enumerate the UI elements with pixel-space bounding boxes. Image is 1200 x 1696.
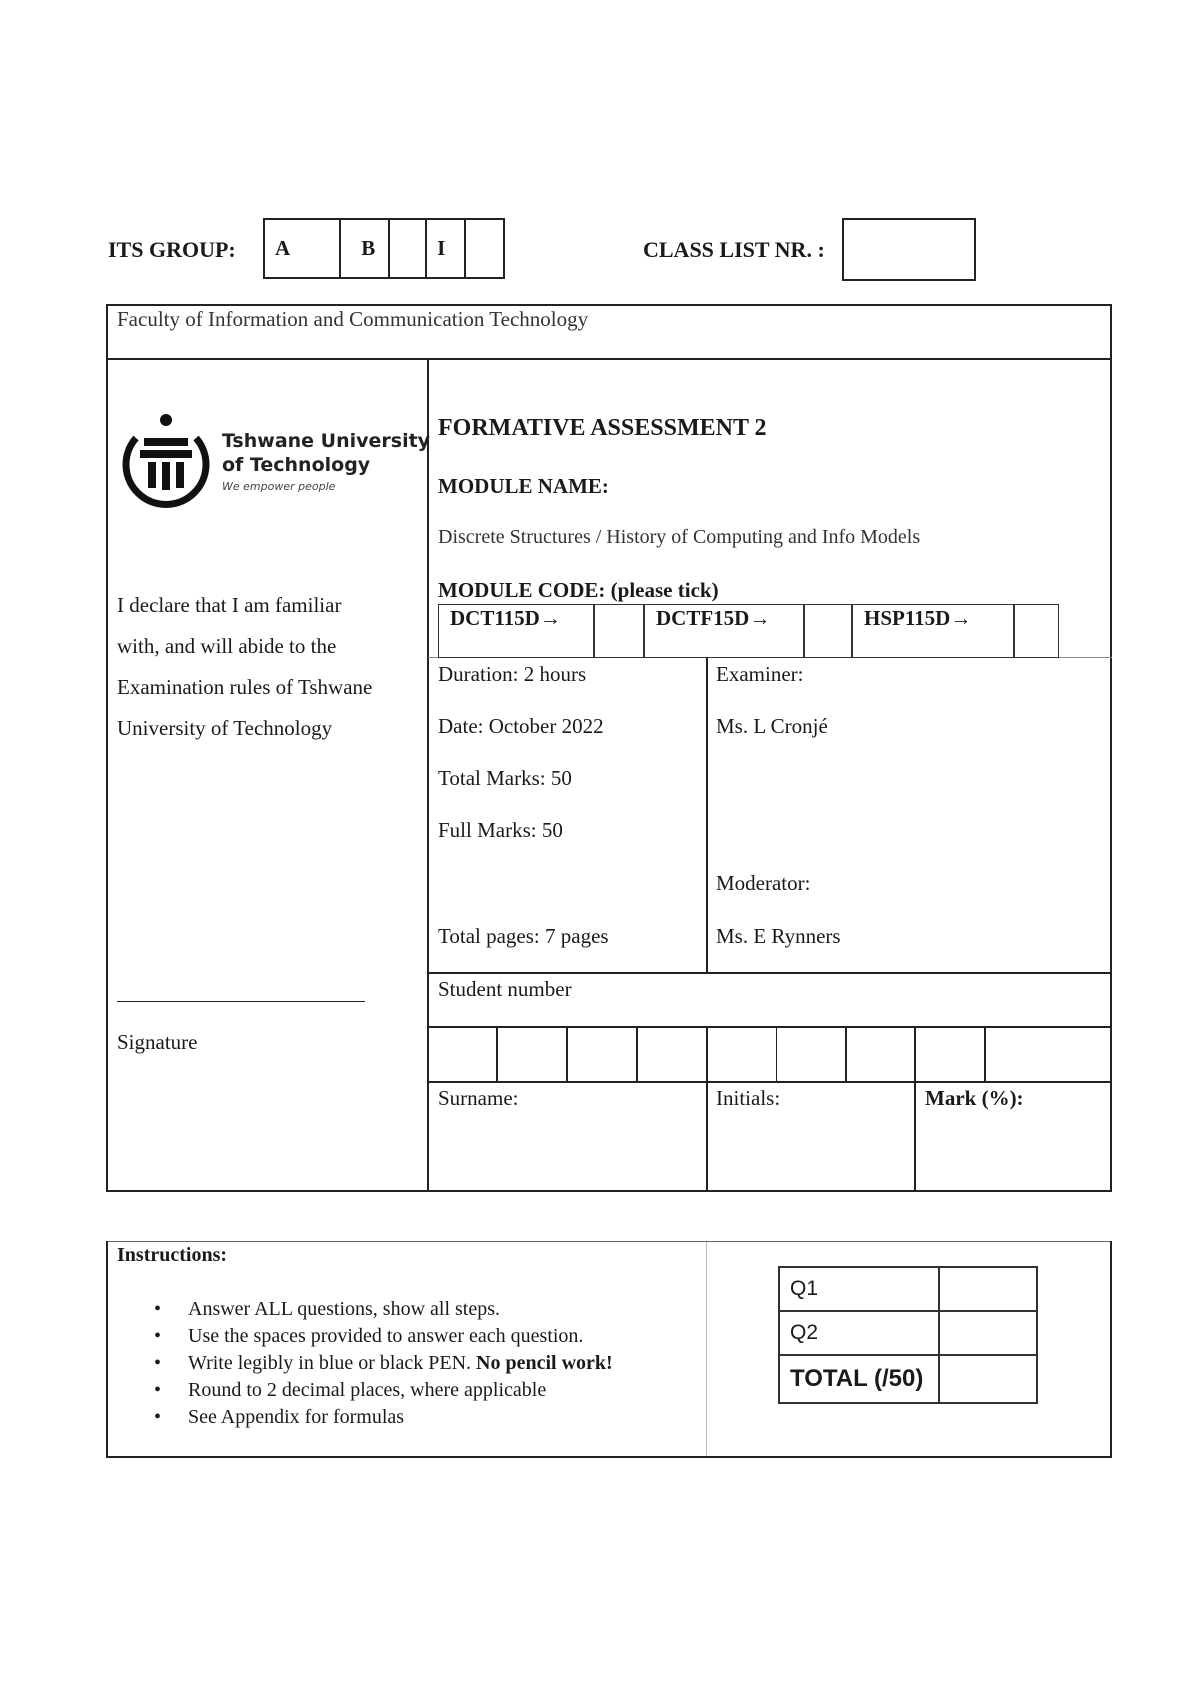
its-group-cell[interactable] (466, 220, 503, 277)
marks-label: TOTAL (/50) (779, 1355, 939, 1403)
class-list-input[interactable] (842, 218, 976, 281)
faculty-name: Faculty of Information and Communication Technology (117, 307, 589, 331)
its-group-cell[interactable]: I (427, 220, 465, 277)
module-code-label-item: DCT115D→ (450, 606, 561, 630)
marks-cell[interactable] (939, 1355, 1037, 1403)
examiner-label: Examiner: (716, 662, 804, 686)
table-row (779, 1311, 1037, 1355)
instructions-list (140, 1296, 613, 1431)
declaration-line: University of Technology (117, 716, 333, 740)
module-code-tick-box[interactable] (594, 604, 644, 658)
module-code-tick-box[interactable] (804, 604, 852, 658)
declaration-line: with, and will abide to the (117, 634, 337, 658)
initials-label: Initials: (716, 1086, 781, 1110)
university-logo (116, 410, 431, 510)
declaration-line: I declare that I am familiar (117, 593, 342, 617)
moderator-label: Moderator: (716, 871, 811, 895)
marks-table (778, 1266, 1038, 1404)
moderator-name: Ms. E Rynners (716, 924, 841, 948)
marks-label: Q1 (779, 1267, 939, 1311)
instruction-item: • Round to 2 decimal places, where applicable (140, 1377, 613, 1404)
table-row (779, 1355, 1037, 1403)
instruction-item: • Answer ALL questions, show all steps. (140, 1296, 613, 1323)
module-name: Discrete Structures / History of Computing and Info Models (438, 526, 921, 548)
instruction-item: • Use the spaces provided to answer each question. (140, 1323, 613, 1350)
examiner-name: Ms. L Cronjé (716, 714, 828, 738)
its-group-label: ITS GROUP: (108, 237, 236, 262)
tut-crest-icon (116, 410, 216, 510)
its-group-cell[interactable]: B (351, 220, 389, 277)
module-name-label: MODULE NAME: (438, 474, 609, 498)
student-number-input[interactable] (430, 1028, 1110, 1080)
signature-label: Signature (117, 1030, 198, 1054)
instructions-heading: Instructions: (117, 1244, 228, 1266)
marks-cell[interactable] (939, 1311, 1037, 1355)
marks-cell[interactable] (939, 1267, 1037, 1311)
table-row (779, 1267, 1037, 1311)
module-code-label-item: HSP115D→ (864, 606, 972, 630)
module-code-label-item: DCTF15D→ (656, 606, 771, 630)
full-marks: Full Marks: 50 (438, 818, 563, 842)
instruction-item: • Write legibly in blue or black PEN. No pencil work! (140, 1350, 613, 1377)
logo-tagline: We empower people (222, 480, 336, 493)
assessment-title: FORMATIVE ASSESSMENT 2 (438, 415, 767, 441)
total-pages: Total pages: 7 pages (438, 924, 609, 948)
date: Date: October 2022 (438, 714, 604, 738)
total-marks: Total Marks: 50 (438, 766, 572, 790)
signature-line[interactable] (117, 1001, 365, 1002)
declaration-line: Examination rules of Tshwane (117, 675, 373, 699)
its-group-cell[interactable] (341, 220, 351, 277)
instruction-emphasis: No pencil work! (476, 1352, 613, 1374)
class-list-label: CLASS LIST NR. : (643, 237, 825, 262)
instruction-item: • See Appendix for formulas (140, 1404, 613, 1431)
its-group-cell[interactable] (390, 220, 428, 277)
mark-label: Mark (%): (925, 1086, 1024, 1110)
its-group-boxes (263, 218, 505, 279)
surname-label: Surname: (438, 1086, 519, 1110)
logo-line-2: of Technology (222, 454, 371, 476)
module-code-label: MODULE CODE: (please tick) (438, 578, 719, 602)
student-number-label: Student number (438, 977, 572, 1001)
duration: Duration: 2 hours (438, 662, 587, 686)
its-group-cell[interactable]: A (265, 220, 341, 277)
module-code-tick-box[interactable] (1014, 604, 1059, 658)
marks-label: Q2 (779, 1311, 939, 1355)
logo-line-1: Tshwane University (222, 430, 431, 452)
